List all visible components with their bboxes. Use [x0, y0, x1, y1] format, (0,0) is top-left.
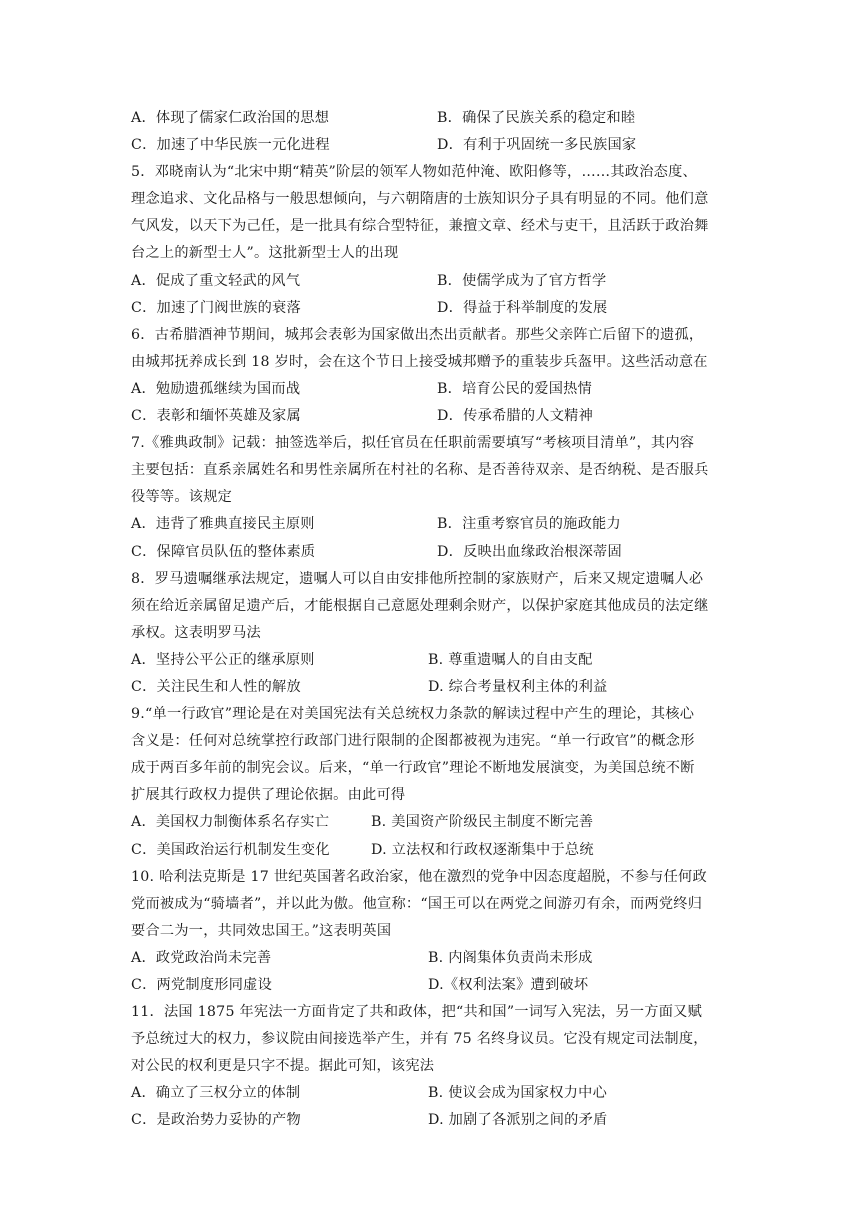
q10-options-row-1 — [131, 945, 731, 972]
question-5 — [131, 159, 731, 322]
q4-options-row-2 — [131, 132, 731, 159]
q11-options-row-2 — [131, 1107, 731, 1134]
q6-options-row-1 — [131, 376, 731, 403]
q11-stem-line: 予总统过大的权力，参议院由间接选举产生，并有 75 名终身议员。它没有规定司法制度， — [131, 1031, 708, 1048]
question-11 — [131, 999, 731, 1134]
q7-option-d: D．反映出血缘政治根深蒂固 — [437, 543, 622, 560]
q11-stem-line: 对公民的权利更是只字不提。据此可知，该宪法 — [131, 1058, 435, 1075]
q11-options-row-1 — [131, 1080, 731, 1107]
q9-options-row-2 — [131, 837, 731, 864]
q10-option-c: C．两党制度形同虚设 — [131, 977, 273, 993]
q9-option-b: B. 美国资产阶级民主制度不断完善 — [371, 814, 594, 831]
q4-option-b: B．确保了民族关系的稳定和睦 — [437, 110, 636, 126]
q7-stem-line: 7.《雅典政制》记载：抽签选举后，拟任官员在任职前需要填写“考核项目清单”，其内容 — [131, 435, 695, 452]
q7-options-row-2 — [131, 539, 731, 566]
q8-stem-line: 8．罗马遗嘱继承法规定，遗嘱人可以自由安排他所控制的家族财产，后来又规定遗嘱人必 — [131, 570, 704, 587]
q6-option-c: C．表彰和缅怀英雄及家属 — [131, 408, 301, 425]
q5-options-row-1 — [131, 268, 731, 295]
q10-option-d: D.《权利法案》遭到破坏 — [428, 977, 589, 993]
q6-options-row-2 — [131, 403, 731, 430]
q10-stem-line: 党而被成为“骑墙者”，并以此为傲。他宣称：“国王可以在两党之间游刃有余，而两党终归 — [131, 895, 703, 912]
q4-option-a: A．体现了儒家仁政治国的思想 — [131, 110, 330, 126]
q10-options-row-2 — [131, 972, 731, 999]
q11-option-b: B. 使议会成为国家权力中心 — [428, 1085, 608, 1102]
question-7 — [131, 430, 731, 565]
q9-stem-line: 扩展其行政权力提供了理论依据。由此可得 — [131, 787, 406, 804]
q10-option-a: A．政党政治尚未完善 — [131, 949, 272, 966]
q7-option-c: C．保障官员队伍的整体素质 — [131, 543, 316, 560]
q7-option-a: A．违背了雅典直接民主原则 — [131, 516, 315, 533]
q5-stem-line: 气风发，以天下为己任，是一批具有综合型特征，兼擅文章、经术与吏干，且活跃于政治舞 — [131, 218, 709, 235]
q5-options-row-2 — [131, 295, 731, 322]
q8-option-b: B. 尊重遗嘱人的自由支配 — [428, 651, 593, 668]
question-6 — [131, 322, 731, 430]
q6-option-a: A．勉励遗孤继续为国而战 — [131, 380, 301, 397]
q9-option-c: C．美国政治运行机制发生变化 — [131, 841, 330, 858]
q8-stem-line: 承权。这表明罗马法 — [131, 624, 261, 641]
q11-option-d: D. 加剧了各派别之间的矛盾 — [428, 1112, 608, 1129]
q10-stem-line: 要合二为一，共同效忠国王。”这表明英国 — [131, 922, 392, 939]
q6-option-d: D．传承希腊的人文精神 — [437, 408, 594, 425]
q7-options-row-1 — [131, 511, 731, 538]
q11-option-a: A．确立了三权分立的体制 — [131, 1085, 301, 1102]
q11-stem-line: 11．法国 1875 年宪法一方面肯定了共和政体，把“共和国”一词写入宪法，另一方面又赋 — [131, 1004, 703, 1021]
question-9 — [131, 701, 731, 864]
q9-option-d: D. 立法权和行政权逐渐集中于总统 — [371, 841, 594, 858]
q6-stem-line: 由城邦抚养成长到 18 岁时，会在这个节日上接受城邦赠予的重装步兵盔甲。这些活动意在 — [131, 353, 708, 370]
q4-options-row-1 — [131, 105, 731, 132]
q10-stem-line: 10. 哈利法克斯是 17 世纪英国著名政治家，他在激烈的党争中因态度超脱，不参与任何政 — [131, 868, 707, 885]
q4-option-c: C．加速了中华民族一元化进程 — [131, 137, 330, 154]
q5-option-a: A．促成了重文轻武的风气 — [131, 272, 301, 289]
q9-options-row-1 — [131, 809, 731, 836]
q7-stem-line: 主要包括：直系亲属姓名和男性亲属所在村社的名称、是否善待双亲、是否纳税、是否服兵 — [131, 462, 709, 479]
q9-stem-line: 含义是：任何对总统掌控行政部门进行限制的企图都被视为违宪。“单一行政官”的概念形 — [131, 733, 695, 750]
q4-option-d: D．有利于巩固统一多民族国家 — [437, 137, 637, 154]
question-8 — [131, 566, 731, 701]
q8-option-d: D. 综合考量权利主体的利益 — [428, 678, 608, 695]
q8-option-a: A．坚持公平公正的继承原则 — [131, 651, 315, 668]
q9-stem-line: 成于两百多年前的制宪会议。后来，“单一行政官”理论不断地发展演变，为美国总统不断 — [131, 760, 695, 777]
q8-options-row-1 — [131, 647, 731, 674]
exam-content — [131, 105, 731, 1135]
q8-stem-line: 须在给近亲属留足遗产后，才能根据自己意愿处理剩余财产，以保护家庭其他成员的法定继 — [131, 597, 709, 614]
q8-option-c: C．关注民生和人性的解放 — [131, 678, 301, 695]
q8-options-row-2 — [131, 674, 731, 701]
q9-stem-line: 9.“单一行政官”理论是在对美国宪法有关总统权力条款的解读过程中产生的理论，其核心 — [131, 706, 695, 723]
q9-option-a: A．美国权力制衡体系名存实亡 — [131, 814, 330, 831]
question-10 — [131, 864, 731, 999]
q11-option-c: C．是政治势力妥协的产物 — [131, 1112, 301, 1129]
q5-option-c: C．加速了门阀世族的衰落 — [131, 299, 301, 316]
q5-stem-line: 5．邓晓南认为“北宋中期“精英”阶层的领军人物如范仲淹、欧阳修等，……其政治态度、 — [131, 164, 697, 181]
q7-option-b: B．注重考察官员的施政能力 — [437, 516, 621, 533]
q6-stem-line: 6．古希腊酒神节期间，城邦会表彰为国家做出杰出贡献者。那些父亲阵亡后留下的遗孤， — [131, 326, 704, 343]
q7-stem-line: 役等等。该规定 — [131, 489, 233, 506]
q5-stem-line: 台之上的新型士人”。这批新型士人的出现 — [131, 245, 399, 262]
q10-option-b: B. 内阁集体负责尚未形成 — [428, 949, 593, 966]
q6-option-b: B．培育公民的爱国热情 — [437, 380, 593, 397]
q5-option-d: D．得益于科举制度的发展 — [437, 299, 608, 316]
q5-option-b: B．使儒学成为了官方哲学 — [437, 272, 607, 289]
q5-stem-line: 理念追求、文化品格与一般思想倾向，与六朝隋唐的士族知识分子具有明显的不同。他们意 — [131, 191, 709, 208]
